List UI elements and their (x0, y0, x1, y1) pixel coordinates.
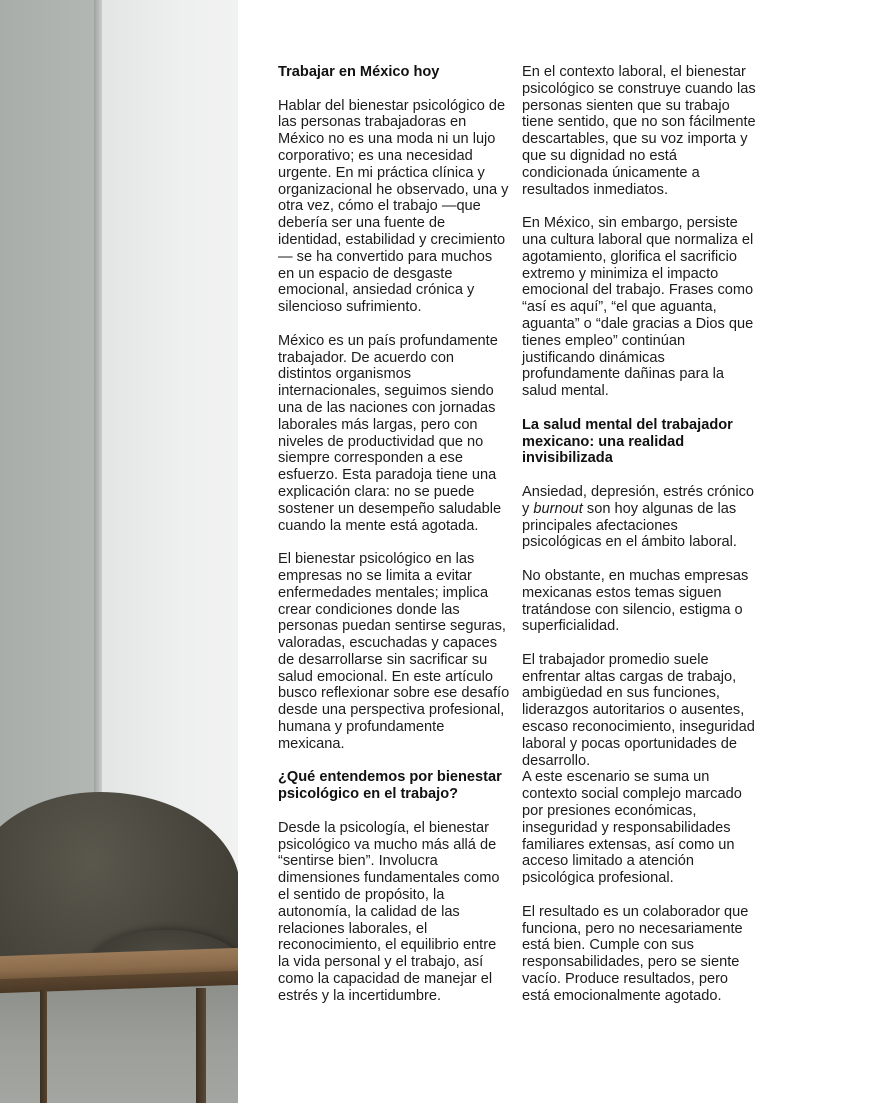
paragraph: No obstante, en muchas empresas mexicanas estos temas siguen tratándose con silencio, estigma o superficialidad. (522, 567, 749, 635)
paragraph (522, 652, 758, 770)
paragraph: Desde la psicología, el bienestar psicológico va mucho más allá de “sentirse bien”. Involucra dimensiones fundamentales como el sentido de propósito, la autonomía, la calidad de las relaciones laborales, el reconocimiento, el equilibrio entre la vida personal y el trabajo, así como la capacidad de manejar el estrés y la incertidumbre. (278, 819, 500, 1004)
paragraph: En México, sin embargo, persiste una cultura laboral que normaliza el agotamiento, glorifica el sacrificio extremo y minimiza el impacto emocional del trabajo. Frases como “así es aquí”, “el que aguanta, aguanta” o “dale gracias a Dios que tienes empleo” continúan justificando dinámicas profundamente dañinas para la salud mental. (522, 215, 754, 400)
paragraph: En el contexto laboral, el bienestar psicológico se construye cuando las personas sienten que su trabajo tiene sentido, que no son fácilmente descartables, que su voz importa y que su dignidad no está condicionada únicamente a resultados inmediatos. (522, 64, 756, 198)
photo-chair-leg (40, 990, 47, 1103)
paragraph (522, 484, 758, 551)
paragraph: El bienestar psicológico en las empresas no se limita a evitar enfermedades mentales; implica crear condiciones donde las personas puedan sentirse seguras, valoradas, escuchadas y capaces de desarrollarse sin sacrificar su salud emocional. En este artículo busco reflexionar sobre ese desafío desde una perspectiva profesional, humana y profundamente mexicana. (278, 551, 510, 752)
section-heading-salud-mental: La salud mental del trabajador mexicano: una realidad invisibilizada (522, 416, 733, 467)
paragraph: El resultado es un colaborador que funciona, pero no necesariamente está bien. Cumple con sus responsabilidades, pero se siente vacío. Produce resultados, pero está emocionalmente agotado. (522, 903, 749, 1004)
burnout-term: burnout (533, 500, 583, 517)
right-text-column (522, 64, 758, 1021)
decorative-photo (0, 0, 238, 1103)
section-heading-bienestar: ¿Qué entendemos por bienestar psicológico en el trabajo? (278, 769, 502, 803)
paragraph: México es un país profundamente trabajador. De acuerdo con distintos organismos internacionales, seguimos siendo una de las naciones con jornadas laborales más largas, pero con niveles de productividad que no siempre corresponden a ese esfuerzo. Esta paradoja tiene una explicación clara: no se puede sostener un desempeño saludable cuando la mente está agotada. (278, 332, 502, 534)
paragraph: Hablar del bienestar psicológico de las personas trabajadoras en México no es una moda ni un lujo corporativo; es una necesidad urgente. En mi práctica clínica y organizacional he observado, una y otra vez, cómo el trabajo —que debería ser una fuente de identidad, estabilidad y crecimiento— se ha convertido para muchos en un espacio de desgaste emocional, ansiedad crónica y silencioso sufrimiento. (278, 97, 509, 316)
paragraph: A este escenario se suma un contexto social complejo marcado por presiones económicas, inseguridad y responsabilidades familiares extensas, así como un acceso limitado a atención psicológica profesional. (522, 769, 742, 887)
section-heading-trabajar: Trabajar en México hoy (278, 64, 440, 80)
photo-chair-leg (196, 988, 206, 1103)
paragraph-text: Ansiedad, depresión, estrés crónico y (522, 483, 755, 517)
paragraph-text: son hoy algunas de las principales afectaciones psicológicas en el ámbito laboral. (522, 500, 737, 551)
left-text-column (278, 64, 510, 1021)
paragraph-text: El trabajador promedio suele enfrentar altas cargas de trabajo, ambigüedad en sus funciones, liderazgos autoritarios o ausentes, escaso reconocimiento, inseguridad laboral y pocas oportunidades de desarrollo. (522, 651, 755, 769)
